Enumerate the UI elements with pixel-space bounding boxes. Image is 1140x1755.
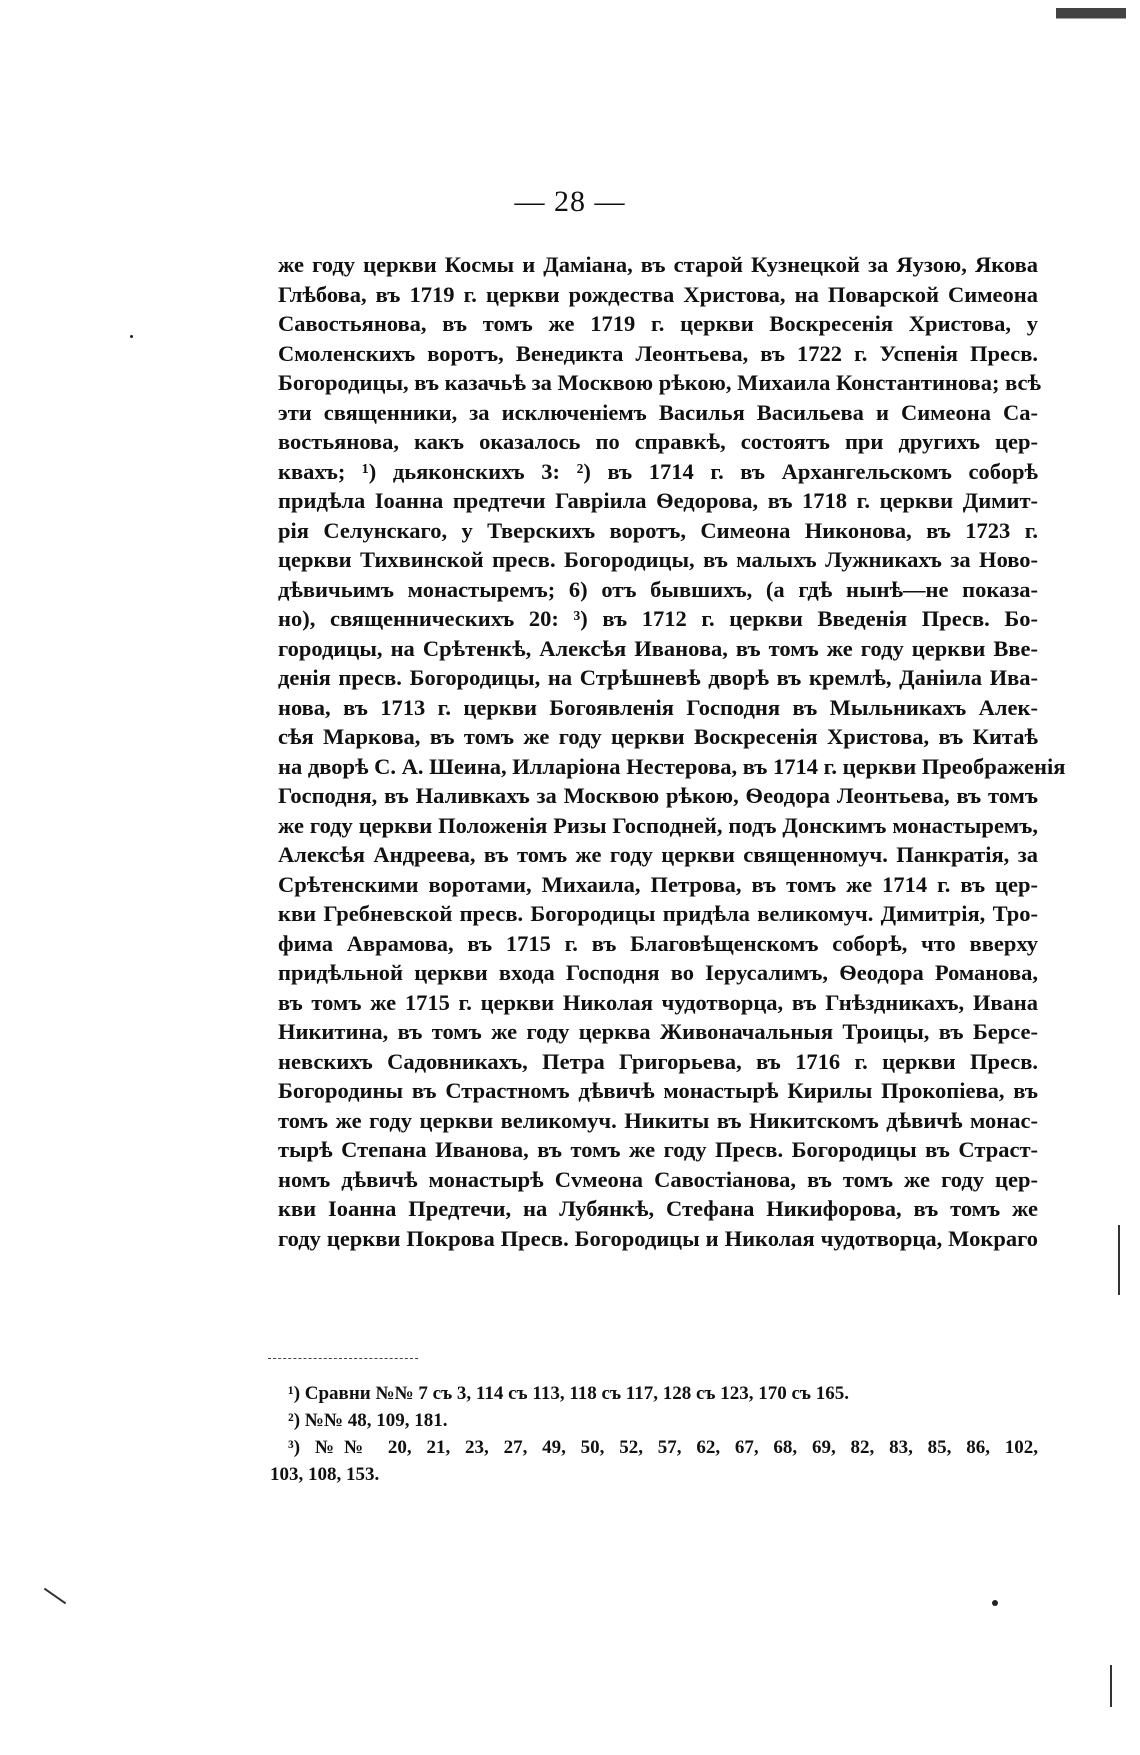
body-line: но), священническихъ 20: ³) въ 1712 г. церкви Введенія Пресв. Бо-: [278, 606, 1038, 631]
body-line: въ томъ же 1715 г. церкви Николая чудотворца, въ Гнѣздникахъ, Ивана: [278, 989, 1038, 1015]
body-line: рія Селунскаго, у Тверскихъ воротъ, Симеона Никонова, въ 1723 г.: [278, 517, 1038, 543]
body-line: Алексѣя Андреева, въ томъ же году церкви священномуч. Панкратія, за: [278, 842, 1038, 867]
scan-artifact: [992, 1600, 998, 1606]
scan-corner-mark: [1056, 8, 1126, 38]
body-line: Смоленскихъ воротъ, Венедикта Леонтьева, въ 1722 г. Успенія Пресв.: [278, 340, 1038, 366]
footnote-3: ³) №№ 20, 21, 23, 27, 49, 50, 52, 57, 62, 67, 68, 69, 82, 83, 85, 86, 102,: [288, 1437, 1038, 1458]
body-line: эти священники, за исключеніемъ Василья Васильева и Симеона Са-: [278, 399, 1038, 425]
body-line: фима Аврамова, въ 1715 г. въ Благовѣщенскомъ соборѣ, что вверху: [278, 930, 1038, 956]
footnote-2: ²) №№ 48, 109, 181.: [288, 1410, 448, 1431]
body-line: денія пресв. Богородицы, на Стрѣшневѣ дворѣ въ кремлѣ, Даніила Ива-: [278, 665, 1038, 690]
body-line: городицы, на Срѣтенкѣ, Алексѣя Иванова, въ томъ же году церкви Вве-: [278, 635, 1038, 661]
body-line: Глѣбова, въ 1719 г. церкви рождества Христова, на Поварской Симеона: [278, 281, 1038, 307]
body-line: дѣвичьимъ монастыремъ; 6) отъ бывшихъ, (а гдѣ нынѣ—не показа-: [278, 576, 1038, 602]
body-line: кви Гребневской пресв. Богородицы придѣла великомуч. Димитрія, Тро-: [278, 901, 1038, 926]
scan-artifact: [130, 335, 133, 338]
body-line: на дворѣ С. А. Шеина, Илларіона Нестерова, въ 1714 г. церкви Преображенія: [278, 753, 1066, 779]
body-line: Савостьянова, въ томъ же 1719 г. церкви Воскресенія Христова, у: [278, 311, 1038, 336]
footnote-1: ¹) Сравни №№ 7 съ 3, 114 съ 113, 118 съ 117, 128 съ 123, 170 съ 165.: [288, 1383, 850, 1404]
footnote-divider: [268, 1358, 418, 1359]
body-line: придѣла Іоанна предтечи Гавріила Ѳедорова, въ 1718 г. церкви Димит-: [278, 488, 1038, 513]
body-line: нова, въ 1713 г. церкви Богоявленія Господня въ Мыльникахъ Алек-: [278, 694, 1038, 720]
footnote-3-continuation: 103, 108, 153.: [270, 1464, 380, 1485]
page-number: — 28 —: [514, 185, 626, 218]
body-line: же году церкви Космы и Даміана, въ старой Кузнецкой за Яузою, Якова: [278, 252, 1038, 277]
body-line: году церкви Покрова Пресв. Богородицы и Николая чудотворца, Мокраго: [278, 1225, 1038, 1251]
body-text: [278, 250, 1066, 1253]
body-line: же году церкви Положенія Ризы Господней, подъ Донскимъ монастыремъ,: [278, 812, 1038, 838]
scan-artifact: [1118, 1225, 1120, 1295]
scan-artifact: [1110, 1665, 1112, 1707]
footnotes: [270, 1380, 1038, 1488]
body-line: Богородицы, въ казачьѣ за Москвою рѣкою, Михаила Константинова; всѣ: [278, 370, 1041, 395]
scan-artifact: [44, 1588, 66, 1605]
body-line: сѣя Маркова, въ томъ же году церкви Воскресенія Христова, въ Китаѣ: [278, 724, 1038, 749]
body-line: Никитина, въ томъ же году церква Живоначальныя Троицы, въ Берсе-: [278, 1019, 1038, 1044]
body-line: Господня, въ Наливкахъ за Москвою рѣкою, Ѳеодора Леонтьева, въ томъ: [278, 783, 1038, 808]
body-line: церкви Тихвинской пресв. Богородицы, въ малыхъ Лужникахъ за Ново-: [278, 547, 1038, 572]
body-line: номъ дѣвичѣ монастырѣ Сvмеона Савостіанова, въ томъ же году цер-: [278, 1166, 1038, 1192]
body-line: Срѣтенскими воротами, Михаила, Петрова, въ томъ же 1714 г. въ цер-: [278, 871, 1038, 897]
body-line: Богородины въ Страстномъ дѣвичѣ монастырѣ Кирилы Прокопіева, въ: [278, 1078, 1038, 1103]
body-line: квахъ; ¹) дьяконскихъ 3: ²) въ 1714 г. въ Архангельскомъ соборѣ: [278, 458, 1038, 484]
body-line: невскихъ Садовникахъ, Петра Григорьева, въ 1716 г. церкви Пресв.: [278, 1048, 1038, 1074]
body-line: придѣльной церкви входа Господня во Іерусалимъ, Ѳеодора Романова,: [278, 960, 1038, 985]
body-line: востьянова, какъ оказалось по справкѣ, состоятъ при другихъ цер-: [278, 429, 1038, 454]
body-line: тырѣ Степана Иванова, въ томъ же году Пресв. Богородицы въ Страст-: [278, 1137, 1038, 1162]
body-line: томъ же году церкви великомуч. Никиты въ Никитскомъ дѣвичѣ монас-: [278, 1107, 1038, 1133]
body-line: кви Іоанна Предтечи, на Лубянкѣ, Стефана Никифорова, въ томъ же: [278, 1196, 1038, 1221]
